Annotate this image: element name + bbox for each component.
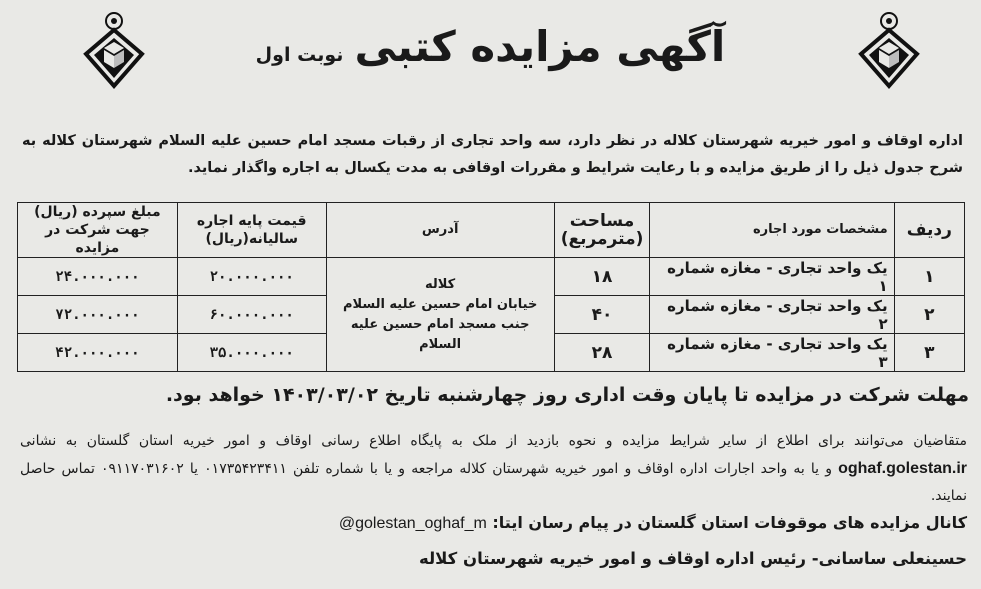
row-spec: یک واحد تجاری - مغازه شماره ۳	[650, 334, 894, 372]
address-cell	[326, 258, 554, 372]
row-area: ۴۰	[554, 296, 650, 334]
address-city: کلاله	[425, 276, 456, 292]
header-area: مساحت (مترمربع)	[554, 203, 650, 258]
row-price: ۳۵.۰۰۰.۰۰۰	[177, 334, 326, 372]
row-deposit: ۲۴.۰۰۰.۰۰۰	[18, 258, 178, 296]
row-deposit: ۴۲.۰۰۰.۰۰۰	[18, 334, 178, 372]
row-spec: یک واحد تجاری - مغازه شماره ۱	[650, 258, 894, 296]
channel-text: کانال مزایده های موقوفات استان گلستان در پیام رسان ایتا:	[492, 513, 967, 532]
header-price: قیمت پایه اجاره سالیانه(ریال)	[177, 203, 326, 258]
row-number: ۱	[894, 258, 964, 296]
channel-handle[interactable]: @golestan_oghaf_m	[338, 515, 487, 532]
row-deposit: ۷۲.۰۰۰.۰۰۰	[18, 296, 178, 334]
table-header-row	[18, 203, 965, 258]
signature-line: حسینعلی ساسانی- رئیس اداره اوقاف و امور خیریه شهرستان کلاله	[418, 549, 967, 568]
details-text-part1: متقاضیان می‌توانند برای اطلاع از سایر شرایط مزایده و نحوه بازدید از ملک به پایگاه اطلاع رسانی اوقاف و امور خیریه استان گلستان به نشانی	[20, 433, 967, 449]
notice-header	[0, 22, 981, 71]
address-landmark: جنب مسجد امام حسین علیه السلام	[350, 316, 530, 352]
header-deposit: مبلغ سپرده (ریال) جهت شرکت در مزایده	[18, 203, 178, 258]
header-spec: مشخصات مورد اجاره	[650, 203, 894, 258]
header-address: آدرس	[326, 203, 554, 258]
table-row	[18, 258, 965, 296]
row-spec: یک واحد تجاری - مغازه شماره ۲	[650, 296, 894, 334]
deadline-notice: مهلت شرکت در مزایده تا پایان وقت اداری روز چهارشنبه تاریخ ۱۴۰۳/۰۳/۰۲ خواهد بود.	[165, 384, 969, 406]
auction-table	[17, 202, 965, 372]
row-area: ۲۸	[554, 334, 650, 372]
row-price: ۲۰.۰۰۰.۰۰۰	[177, 258, 326, 296]
row-area: ۱۸	[554, 258, 650, 296]
intro-paragraph: اداره اوقاف و امور خیریه شهرستان کلاله در نظر دارد، سه واحد تجاری از رقبات مسجد امام حسین علیه السلام شهرستان کلاله به شرح جدول ذیل را از طریق مزایده و با رعایت شرایط و مقررات اوقافی به مدت یکسال به اجاره واگذار نماید.	[22, 133, 963, 176]
row-number: ۳	[894, 334, 964, 372]
address-street: خیابان امام حسین علیه السلام	[342, 296, 538, 312]
header-row-number: ردیف	[894, 203, 964, 258]
details-text-part2: و یا به واحد اجارات اداره اوقاف و امور خیریه شهرستان کلاله مراجعه و یا با شماره تلفن ۰۱۷۳۵۴۲۳۴۱۱ یا ۰۹۱۱۷۰۳۱۶۰۲ تماس حاصل نمایند.	[20, 461, 967, 504]
channel-line	[339, 513, 967, 533]
notice-subtitle: نوبت اول	[255, 44, 344, 66]
details-paragraph	[20, 428, 967, 510]
row-price: ۶۰.۰۰۰.۰۰۰	[177, 296, 326, 334]
row-number: ۲	[894, 296, 964, 334]
website-link[interactable]: oghaf.golestan.ir	[838, 460, 968, 477]
notice-title: آگهی مزایده کتبی	[354, 22, 726, 71]
